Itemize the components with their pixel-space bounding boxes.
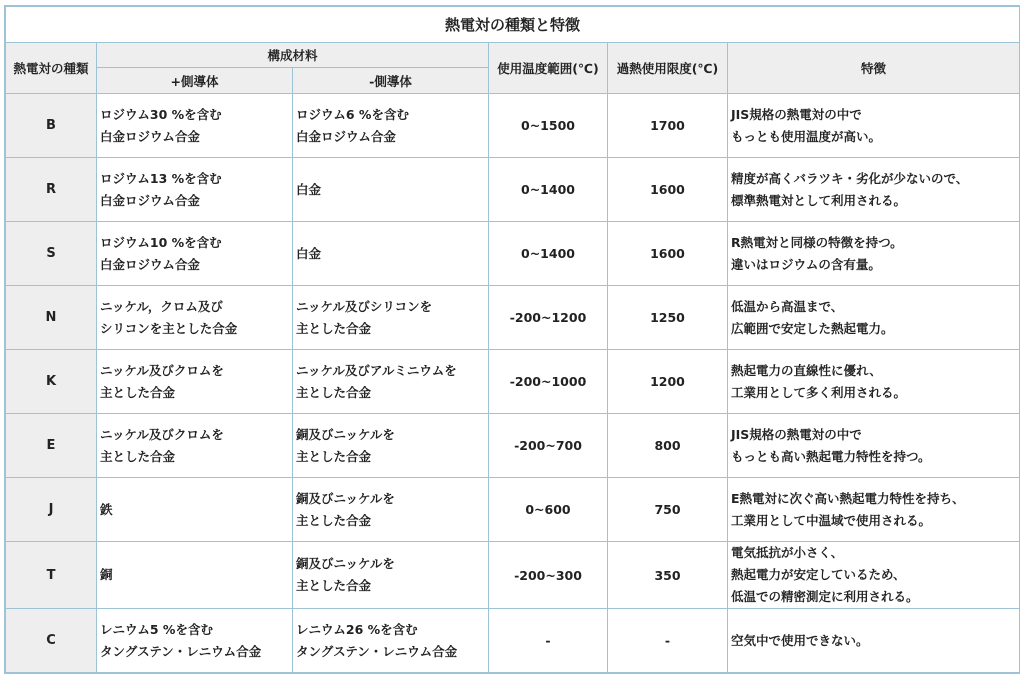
- cell-type: E: [6, 414, 97, 478]
- cell-temp-range: -200~1000: [489, 350, 608, 414]
- feature-line: 電気抵抗が小さく、: [731, 545, 844, 560]
- feature-line: 工業用として多く利用される。: [731, 384, 907, 400]
- cell-feature: [728, 158, 1020, 222]
- header-negative-conductor: -側導体: [293, 68, 489, 94]
- header-temp-range: 使用温度範囲(℃): [489, 43, 608, 94]
- cell-feature: [728, 478, 1020, 542]
- cell-type: J: [6, 478, 97, 542]
- positive-line: 白金ロジウム合金: [100, 192, 200, 208]
- feature-line: 違いはロジウムの含有量。: [731, 256, 881, 272]
- cell-overheat-limit: 800: [608, 414, 728, 478]
- cell-overheat-limit: 1600: [608, 158, 728, 222]
- header-overheat-limit: 過熱使用限度(℃): [608, 43, 728, 94]
- feature-line: もっとも高い熱起電力特性を持つ。: [731, 448, 931, 464]
- cell-overheat-limit: 750: [608, 478, 728, 542]
- cell-feature: [728, 286, 1020, 350]
- feature-line: 空気中で使用できない。: [731, 632, 869, 648]
- feature-line: 熱起電力が安定しているため、: [731, 567, 906, 582]
- cell-type: S: [6, 222, 97, 286]
- feature-line: R熱電対と同様の特徴を持つ。: [731, 234, 903, 250]
- positive-line: 主とした合金: [100, 448, 176, 464]
- feature-line: JIS規格の熱電対の中で: [731, 426, 862, 442]
- negative-line: ニッケル及びアルミニウムを: [296, 362, 457, 378]
- cell-type: K: [6, 350, 97, 414]
- table-row: [6, 158, 1020, 222]
- thermocouple-table-container: [4, 5, 1020, 674]
- positive-line: ニッケル及びクロムを: [100, 362, 224, 378]
- feature-line: 標準熱電対として利用される。: [731, 192, 907, 208]
- header-feature: 特徴: [728, 43, 1020, 94]
- cell-positive-conductor: [97, 158, 293, 222]
- cell-overheat-limit: 1250: [608, 286, 728, 350]
- cell-temp-range: -: [489, 609, 608, 673]
- table-row: [6, 222, 1020, 286]
- table-row: [6, 414, 1020, 478]
- table-body: [6, 94, 1020, 673]
- positive-line: 銅: [100, 567, 113, 582]
- cell-type: R: [6, 158, 97, 222]
- cell-negative-conductor: [293, 350, 489, 414]
- cell-feature: [728, 222, 1020, 286]
- table-row: [6, 478, 1020, 542]
- positive-line: ニッケル及びクロムを: [100, 426, 224, 442]
- cell-temp-range: 0~600: [489, 478, 608, 542]
- cell-negative-conductor: [293, 609, 489, 673]
- negative-line: ニッケル及びシリコンを: [296, 298, 433, 314]
- cell-positive-conductor: [97, 222, 293, 286]
- cell-positive-conductor: [97, 542, 293, 609]
- negative-line: 白金ロジウム合金: [296, 128, 396, 144]
- feature-line: もっとも使用温度が高い。: [731, 128, 882, 144]
- table-row: [6, 609, 1020, 673]
- negative-line: レニウム26 %を含む: [296, 621, 418, 637]
- negative-line: ロジウム6 %を含む: [296, 106, 409, 122]
- cell-overheat-limit: 350: [608, 542, 728, 609]
- feature-line: 熱起電力の直線性に優れ、: [731, 362, 882, 378]
- cell-feature: [728, 94, 1020, 158]
- negative-line: 白金: [296, 181, 322, 197]
- header-type: 熱電対の種類: [6, 43, 97, 94]
- cell-negative-conductor: [293, 94, 489, 158]
- cell-feature: [728, 350, 1020, 414]
- positive-line: 鉄: [100, 501, 113, 517]
- cell-negative-conductor: [293, 158, 489, 222]
- table-row: [6, 94, 1020, 158]
- cell-feature: [728, 414, 1020, 478]
- positive-line: 白金ロジウム合金: [100, 128, 200, 144]
- feature-line: JIS規格の熱電対の中で: [731, 106, 862, 122]
- cell-negative-conductor: [293, 478, 489, 542]
- table-row: [6, 542, 1020, 609]
- cell-temp-range: 0~1500: [489, 94, 608, 158]
- feature-line: 精度が高くバラツキ・劣化が少ないので、: [731, 170, 969, 186]
- cell-positive-conductor: [97, 478, 293, 542]
- header-materials: 構成材料: [97, 43, 489, 68]
- negative-line: 白金: [296, 245, 322, 261]
- header-positive-conductor: +側導体: [97, 68, 293, 94]
- cell-negative-conductor: [293, 542, 489, 609]
- negative-line: 銅及びニッケルを: [296, 426, 395, 442]
- cell-overheat-limit: -: [608, 609, 728, 673]
- positive-line: ニッケル，クロム及び: [100, 298, 223, 314]
- cell-overheat-limit: 1700: [608, 94, 728, 158]
- cell-negative-conductor: [293, 222, 489, 286]
- cell-type: N: [6, 286, 97, 350]
- positive-line: シリコンを主とした合金: [100, 320, 238, 336]
- cell-overheat-limit: 1200: [608, 350, 728, 414]
- cell-temp-range: -200~1200: [489, 286, 608, 350]
- cell-positive-conductor: [97, 286, 293, 350]
- cell-negative-conductor: [293, 414, 489, 478]
- negative-line: 銅及びニッケルを: [296, 490, 395, 506]
- cell-temp-range: 0~1400: [489, 158, 608, 222]
- cell-positive-conductor: [97, 414, 293, 478]
- positive-line: 主とした合金: [100, 384, 176, 400]
- table-row: [6, 350, 1020, 414]
- negative-line: 主とした合金: [296, 578, 372, 593]
- cell-temp-range: -200~300: [489, 542, 608, 609]
- positive-line: ロジウム30 %を含む: [100, 106, 222, 122]
- cell-type: T: [6, 542, 97, 609]
- negative-line: 主とした合金: [296, 320, 372, 336]
- cell-temp-range: -200~700: [489, 414, 608, 478]
- negative-line: タングステン・レニウム合金: [296, 643, 458, 659]
- negative-line: 銅及びニッケルを: [296, 556, 395, 571]
- positive-line: ロジウム13 %を含む: [100, 170, 222, 186]
- positive-line: レニウム5 %を含む: [100, 621, 213, 637]
- feature-line: 広範囲で安定した熱起電力。: [731, 320, 894, 336]
- cell-positive-conductor: [97, 609, 293, 673]
- cell-feature: [728, 609, 1020, 673]
- table-row: [6, 286, 1020, 350]
- cell-positive-conductor: [97, 94, 293, 158]
- table-title: 熱電対の種類と特徴: [6, 7, 1020, 43]
- cell-positive-conductor: [97, 350, 293, 414]
- cell-type: B: [6, 94, 97, 158]
- cell-negative-conductor: [293, 286, 489, 350]
- cell-temp-range: 0~1400: [489, 222, 608, 286]
- cell-overheat-limit: 1600: [608, 222, 728, 286]
- negative-line: 主とした合金: [296, 384, 372, 400]
- positive-line: ロジウム10 %を含む: [100, 234, 222, 250]
- cell-feature: [728, 542, 1020, 609]
- cell-type: C: [6, 609, 97, 673]
- feature-line: E熱電対に次ぐ高い熱起電力特性を持ち、: [731, 490, 965, 506]
- feature-line: 低温での精密測定に利用される。: [731, 589, 919, 604]
- thermocouple-table: [5, 6, 1020, 673]
- feature-line: 工業用として中温域で使用される。: [731, 512, 932, 528]
- positive-line: タングステン・レニウム合金: [100, 643, 262, 659]
- negative-line: 主とした合金: [296, 448, 372, 464]
- feature-line: 低温から高温まで、: [731, 298, 844, 314]
- negative-line: 主とした合金: [296, 512, 372, 528]
- positive-line: 白金ロジウム合金: [100, 256, 200, 272]
